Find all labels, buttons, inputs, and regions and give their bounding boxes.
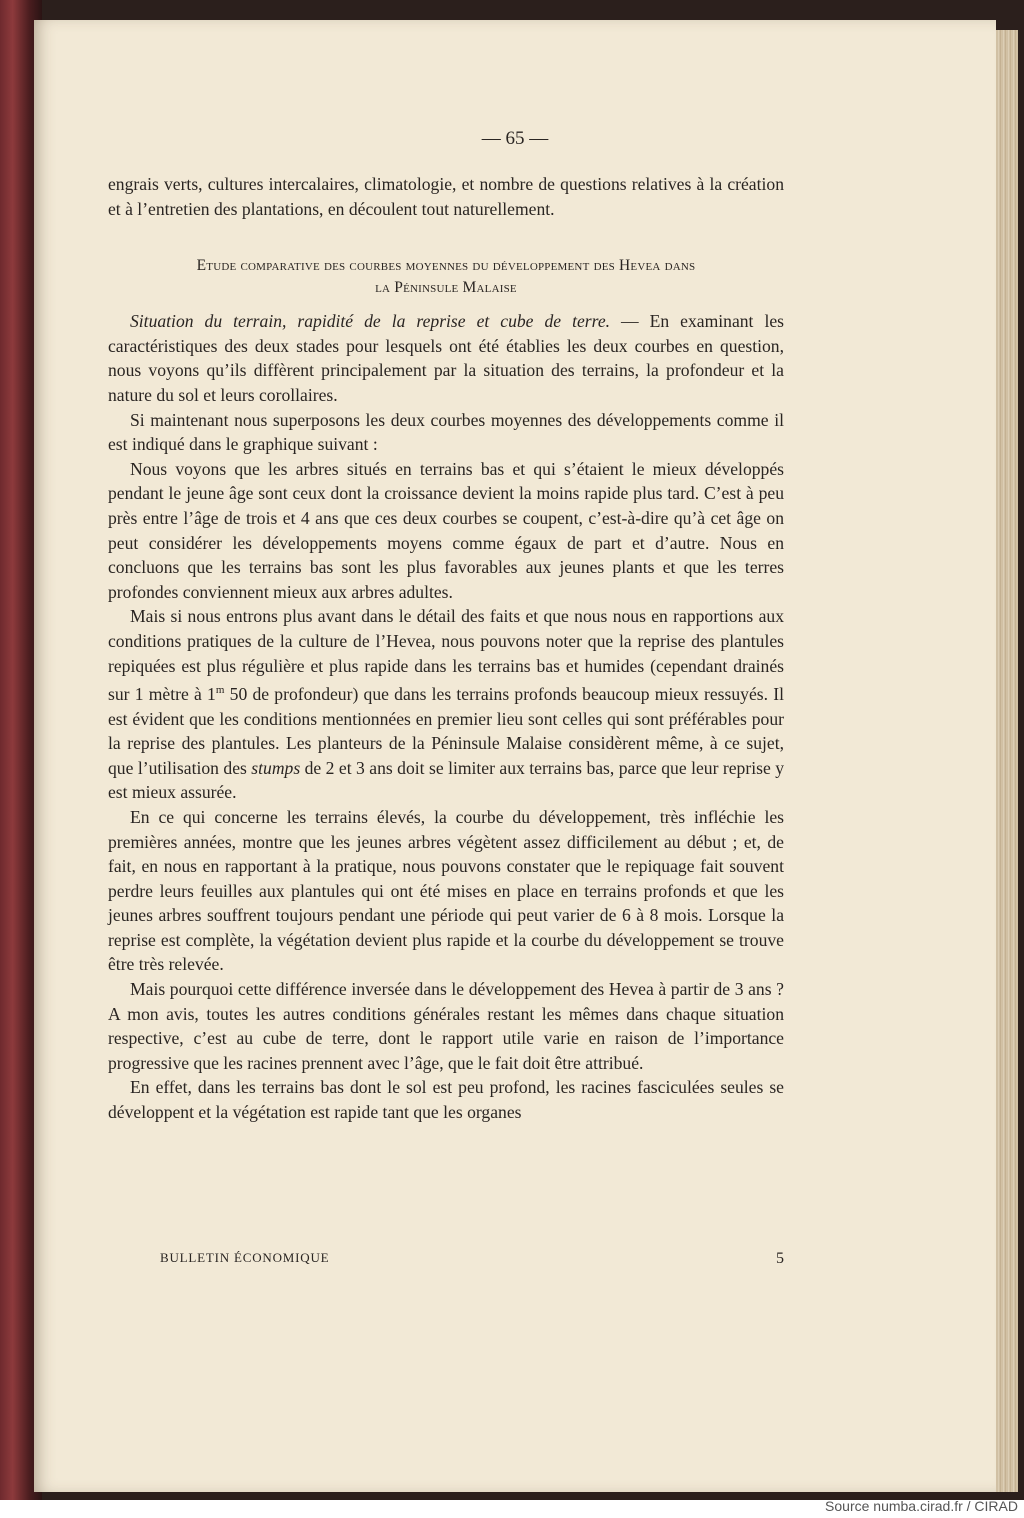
paragraph-6: Mais pourquoi cette différence inversée dans le développement des Hevea à partir de 3 ans ? A mon avis, toutes les autres conditions générales restant les mêmes dans chaque situation respective, c’est au cube de terre, dont le rapport utile varie en raison de l’importance progressive que les racines prennent avec l’âge, que le fait doit être attribué. [108,979,784,1073]
superscript-m: m [215,684,225,697]
paragraph-4-part-3: de 2 et 3 ans doit se limiter aux terrains bas, parce que leur reprise y est mieux assurée. [108,757,784,803]
paragraph-4-part-1: Mais si nous entrons plus avant dans le détail des faits et que nous nous en rapportions aux conditions pratiques de la culture de l’Hevea, nous pouvons noter que la reprise des plantules repiquées est plus régulière et plus rapide dans les terrains bas et humides (cependant drainés sur 1 mètre à 1 [108,606,784,704]
paragraph-section-lead-text: — En examinant les caractéristiques des deux stades pour lesquels ont été établies les deux courbes en question, nous voyons qu’ils diffèrent principalement par la situation des terrains, la profondeur et la nature du sol et leurs corollaires. [108,311,784,405]
paragraph-2: Si maintenant nous superposons les deux courbes moyennes des développements comme il est indiqué dans le graphique suivant : [108,409,784,455]
section-heading [108,255,784,299]
paragraph-5: En ce qui concerne les terrains élevés, la courbe du développement, très infléchie les premières années, montre que les jeunes arbres végètent assez difficilement au début ; et, de fait, en nous en rapportant à la pratique, nous pouvons constater que le repiquage fait souvent perdre leurs feuilles aux plantules qui ont été mises en place en terrains profonds et que les jeunes arbres souffrent toujours pendant une période qui peut varier de 6 à 8 mois. Lorsque la reprise est complète, la végétation devient plus rapide et la courbe du développement se trouve être très relevée. [108,806,784,975]
page-number-header: — 65 — [481,128,549,149]
paragraph-3: Nous voyons que les arbres situés en terrains bas et qui s’étaient le mieux développés pendant le jeune âge sont ceux dont la croissance devient la moins rapide plus tard. C’est à peu près entre l’âge de trois et 4 ans que ces deux courbes se coupent, c’est-à-dire qu’à cet âge on peut considérer les développements moyens comme égaux de part et d’autre. Nous en concluons que les terrains bas sont les plus favorables aux jeunes plants et que les terres profondes conviennent mieux aux arbres adultes. [108,458,784,602]
section-heading-line-2: la Péninsule Malaise [375,279,517,297]
section-heading-line-1: Etude comparative des courbes moyennes du développement des Hevea dans [196,257,696,275]
document-page [34,20,996,1492]
subsection-title: Situation du terrain, rapidité de la reprise et cube de terre. [130,311,611,332]
journal-title: BULLETIN ÉCONOMIQUE [160,1250,330,1265]
paragraph-section-lead [108,309,784,407]
paragraph-4-part-2: 50 de profondeur) que dans les terrains profonds beaucoup mieux ressuyés. Il est évident que les conditions mentionnées en premier lieu sont celles qui sont préférables pour la reprise des plantules. Les planteurs de la Péninsule Malaise considèrent même, à ce sujet, que l’utilisation des [108,683,784,778]
paragraph-7: En effet, dans les terrains bas dont le sol est peu profond, les racines fasciculées seules se développent et la végétation est rapide tant que les organes [108,1077,784,1123]
paragraph-intro: engrais verts, cultures intercalaires, climatologie, et nombre de questions relatives à la création et à l’entretien des plantations, en découlent tout naturellement. [108,174,784,219]
paragraph-4 [108,604,784,805]
signature-number: 5 [776,1250,784,1267]
page-body [108,172,784,1125]
source-credit: Source numba.cirad.fr / CIRAD [825,1498,1018,1514]
stumps-term: stumps [251,757,301,778]
